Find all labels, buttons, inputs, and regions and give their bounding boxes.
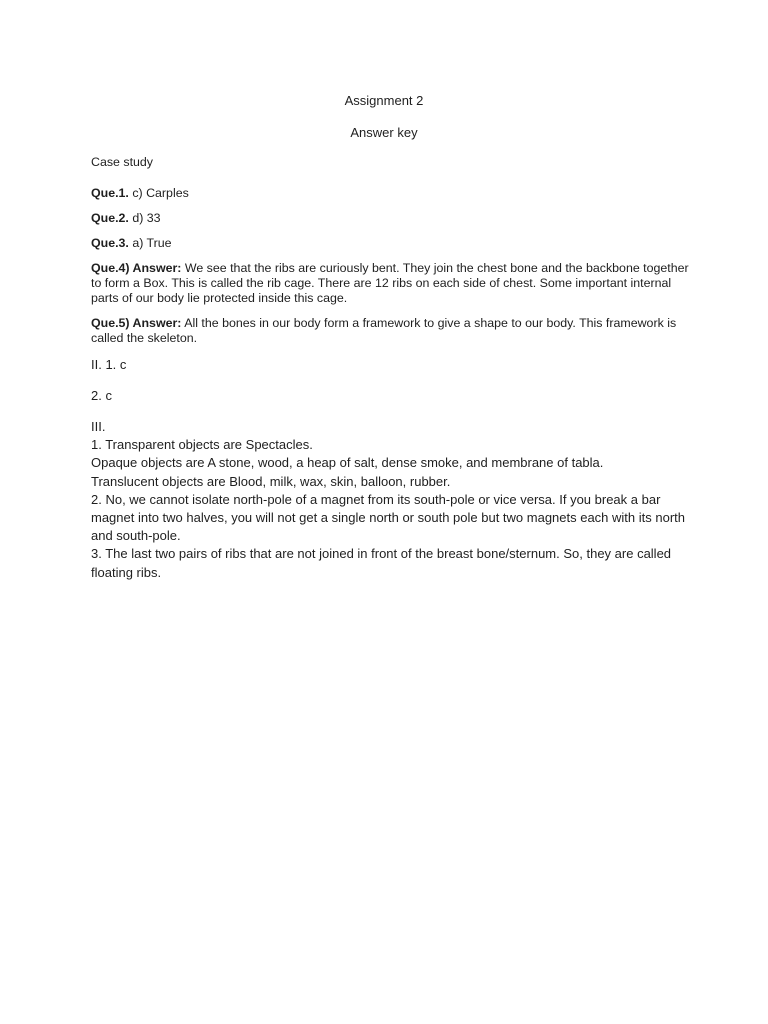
document-subtitle: Answer key [350, 125, 418, 140]
section-2-line-1: II. 1. c [91, 357, 127, 372]
answer-4-label: Que.4) Answer: [91, 261, 182, 275]
section-3-heading: III. [91, 419, 106, 434]
section-3-line-2: Opaque objects are A stone, wood, a heap of salt, dense smoke, and membrane of tabla. [91, 455, 604, 471]
section-3-line-1: 1. Transparent objects are Spectacles. [91, 437, 313, 453]
answer-3-text: a) True [128, 236, 172, 250]
section-2-line-2: 2. c [91, 388, 112, 403]
section-3 [91, 418, 691, 582]
answer-5 [91, 316, 691, 346]
answer-4-text: We see that the ribs are curiously bent. They join the chest bone and the backbone together to form a Box. This is called the rib cage. There are 12 ribs on each side of chest. Some important internal parts of our body lie protected inside this cage. [91, 261, 689, 305]
answer-1-label: Que.1. [91, 186, 129, 200]
answer-5-label: Que.5) Answer: [91, 316, 182, 330]
answer-3-label: Que.3. [91, 236, 129, 250]
document-title: Assignment 2 [344, 93, 424, 108]
answer-2 [91, 211, 691, 226]
answer-5-text: All the bones in our body form a framework to give a shape to our body. This framework is called the skeleton. [91, 316, 677, 345]
section-3-line-5: 3. The last two pairs of ribs that are not joined in front of the breast bone/sternum. So, they are called floating ribs. [91, 546, 672, 580]
answer-2-label: Que.2. [91, 211, 129, 225]
section-heading-case-study: Case study [91, 155, 153, 169]
answer-4 [91, 261, 691, 306]
section-3-line-3: Translucent objects are Blood, milk, wax, skin, balloon, rubber. [91, 473, 451, 489]
answer-1-text: c) Carples [128, 186, 189, 200]
answer-3 [91, 236, 691, 251]
answer-1 [91, 186, 691, 201]
section-3-line-4: 2. No, we cannot isolate north-pole of a magnet from its south-pole or vice versa. If you break a bar magnet into two halves, you will not get a single north or south pole but two magnets each with its north and south-pole. [91, 491, 686, 544]
answer-2-text: d) 33 [128, 211, 161, 225]
